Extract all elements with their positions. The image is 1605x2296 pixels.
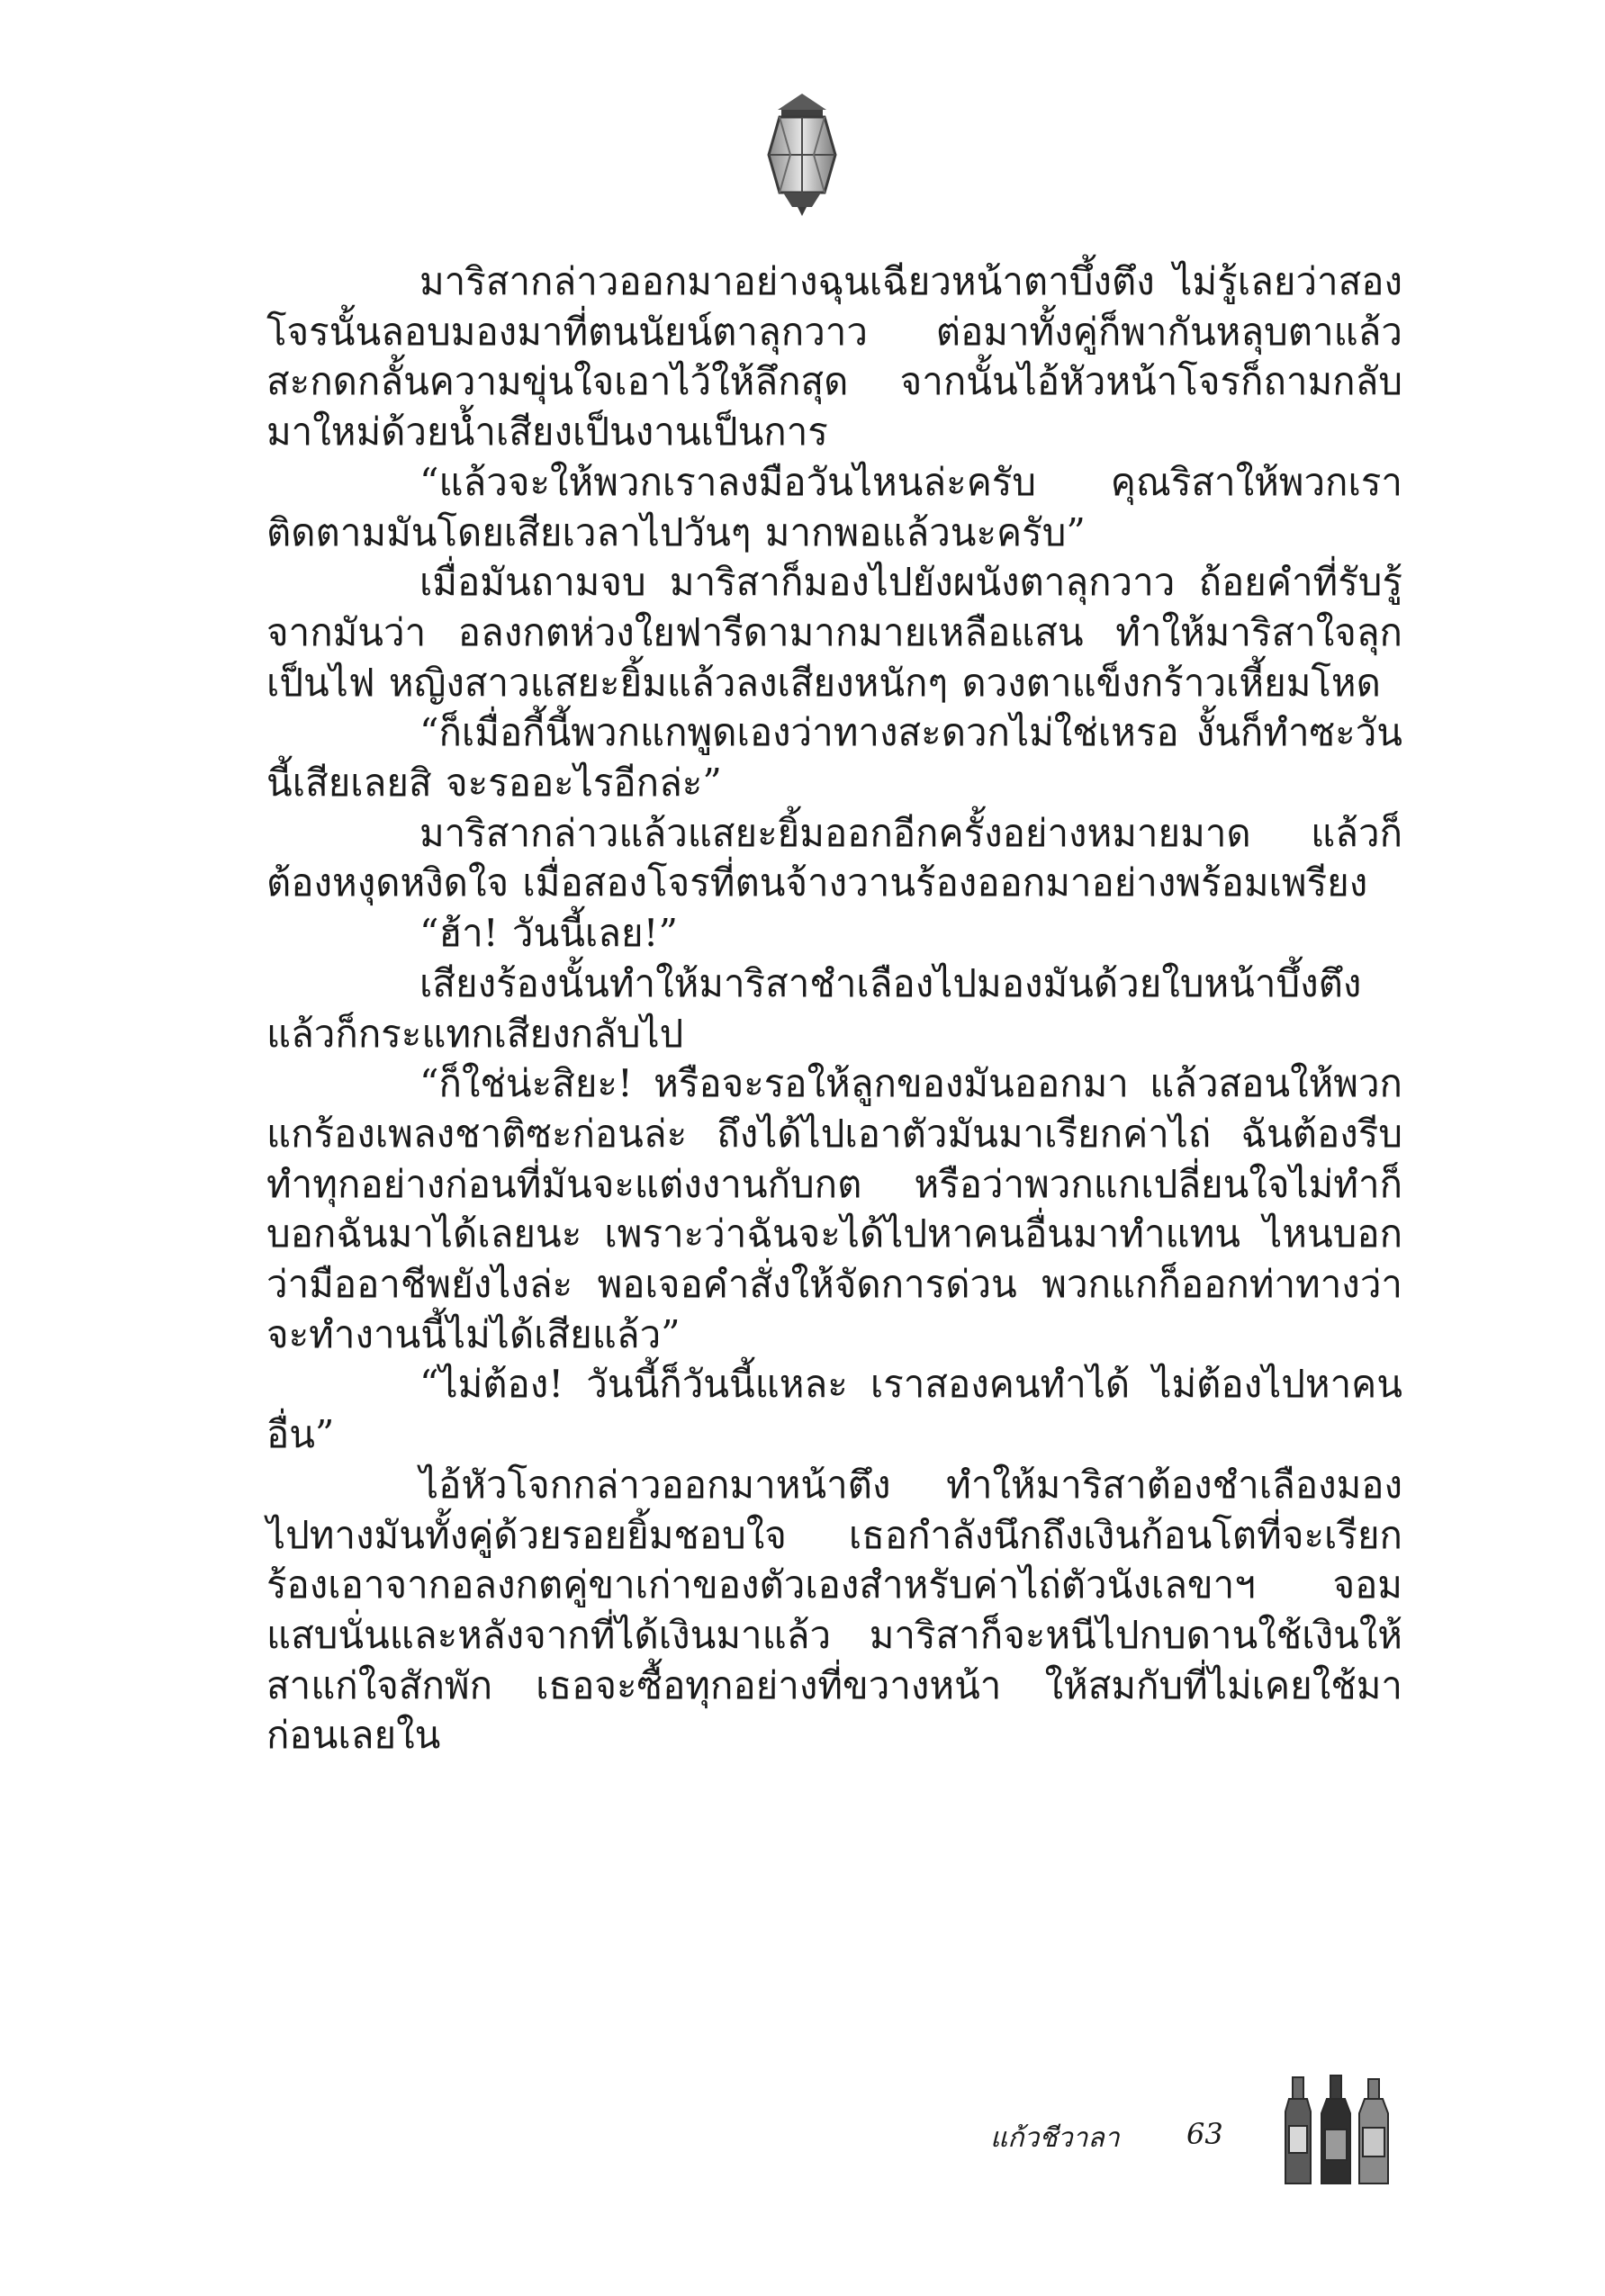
paragraph: “ก็เมื่อกี้นี้พวกแกพูดเองว่าทางสะดวกไม่ใช่เหรอ งั้นก็ทำซะวันนี้เสียเลยสิ จะรออะไรอีกล่ะ” [266,710,1402,806]
page-number: 63 [1186,2117,1223,2151]
paragraph: เมื่อมันถามจบ มาริสาก็มองไปยังผนังตาลุกวาว ถ้อยคำที่รับรู้จากมันว่า อลงกตห่วงใยฟารีดามากมายเหลือแสน ทำให้มาริสาใจลุกเป็นไฟ หญิงสาวแสยะยิ้มแล้วลงเสียงหนักๆ ดวงตาแข็งกร้าวเหี้ยมโหด [266,560,1402,705]
paragraph: “ก็ใช่น่ะสิยะ! หรือจะรอให้ลูกของมันออกมา แล้วสอนให้พวกแกร้องเพลงชาติซะก่อนล่ะ ถึงได้ไปเอาตัวมันมาเรียกค่าไถ่ ฉันต้องรีบทำทุกอย่างก่อนที่มันจะแต่งงานกับกต หรือว่าพวกแกเปลี่ยนใจไม่ทำก็บอกฉันมาได้เลยนะ เพราะว่าฉันจะได้ไปหาคนอื่นมาทำแทน ไหนบอกว่ามืออาชีพยังไงล่ะ พอเจอคำสั่งให้จัดการด่วน พวกแกก็ออกท่าทางว่าจะทำงานนี้ไม่ได้เสียแล้ว” [266,1061,1402,1356]
paragraph: ไอ้หัวโจกกล่าวออกมาหน้าตึง ทำให้มาริสาต้องชำเลืองมองไปทางมันทั้งคู่ด้วยรอยยิ้มชอบใจ เธอกำลังนึกถึงเงินก้อนโตที่จะเรียกร้องเอาจากอลงกตคู่ขาเก่าของตัวเองสำหรับค่าไถ่ตัวนังเลขาฯ จอมแสบนั่นและหลังจากที่ได้เงินมาแล้ว มาริสาก็จะหนีไปกบดานใช้เงินให้สาแก่ใจสักพัก เธอจะซื้อทุกอย่างที่ขวางหน้า ให้สมกับที่ไม่เคยใช้มาก่อนเลยใน [266,1462,1402,1758]
lantern-ornament-icon [762,92,843,218]
bottles-icon [1280,2072,1395,2187]
paragraph: “แล้วจะให้พวกเราลงมือวันไหนล่ะครับ คุณริสาให้พวกเราติดตามมันโดยเสียเวลาไปวันๆ มากพอแล้วนะครับ” [266,459,1402,554]
paragraph: มาริสากล่าวแล้วแสยะยิ้มออกอีกครั้งอย่างหมายมาด แล้วก็ต้องหงุดหงิดใจ เมื่อสองโจรที่ตนจ้างวานร้องออกมาอย่างพร้อมเพรียง [266,810,1402,905]
paragraph: มาริสากล่าวออกมาอย่างฉุนเฉียวหน้าตาบึ้งตึง ไม่รู้เลยว่าสองโจรนั้นลอบมองมาที่ตนนัยน์ตาลุกวาว ต่อมาทั้งคู่ก็พากันหลุบตาแล้วสะกดกลั้นความขุ่นใจเอาไว้ให้ลึกสุด จากนั้นไอ้หัวหน้าโจรก็ถามกลับมาใหม่ด้วยน้ำเสียงเป็นงานเป็นการ [266,259,1402,455]
story-text [266,257,1402,1760]
paragraph: “ไม่ต้อง! วันนี้ก็วันนี้แหละ เราสองคนทำได้ ไม่ต้องไปหาคนอื่น” [266,1362,1402,1457]
paragraph: เสียงร้องนั้นทำให้มาริสาชำเลืองไปมองมันด้วยใบหน้าบึ้งตึงแล้วก็กระแทกเสียงกลับไป [266,960,1362,1056]
book-title: แก้วชีวาลา [990,2122,1120,2154]
page-footer [990,2072,1404,2189]
paragraph: “ฮ้า! วันนี้เลย!” [419,911,678,956]
